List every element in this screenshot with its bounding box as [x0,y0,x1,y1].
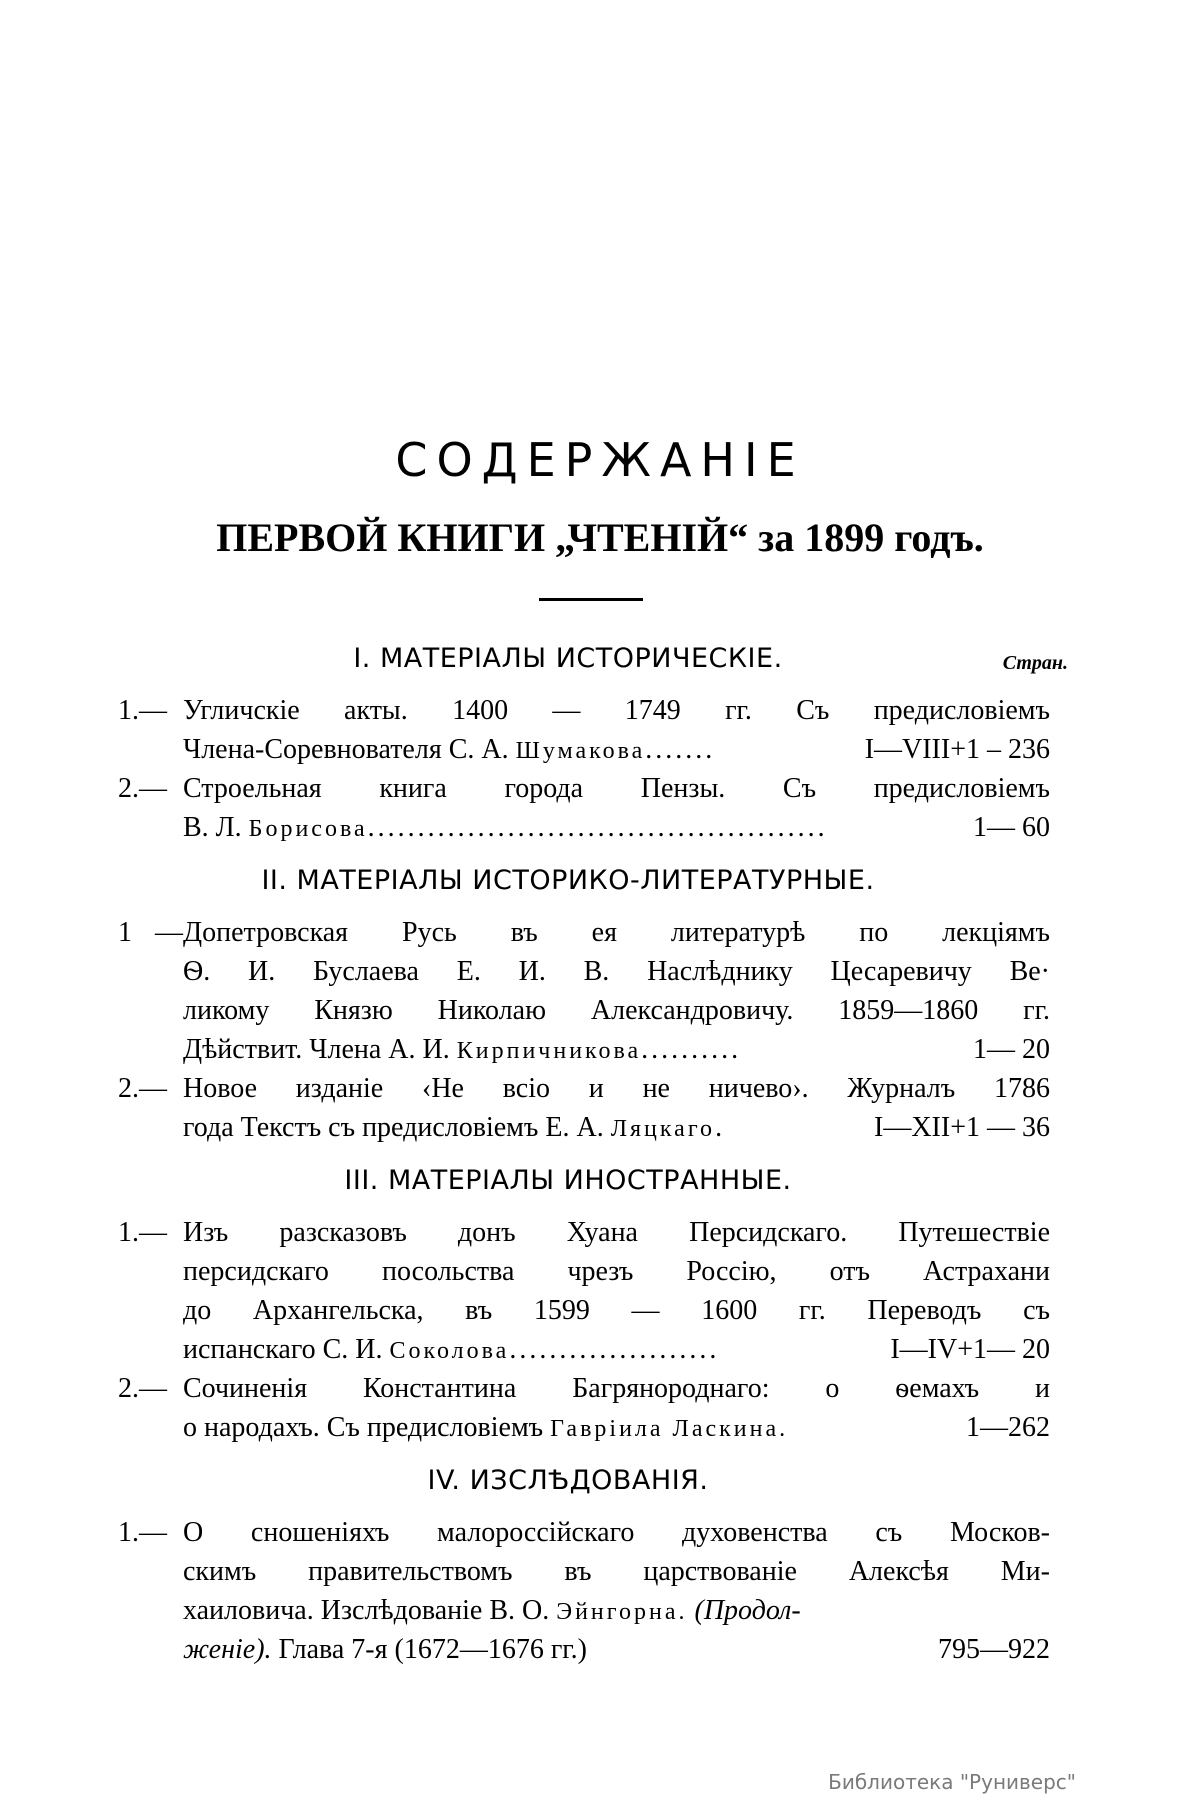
section-heading-text: I. МАТЕРІАЛЫ ИСТОРИЧЕСКІЕ. [353,643,783,674]
entry-number: 1 — [118,917,183,948]
section-heading [118,635,1078,691]
entry-text: О сношеніяхъ малороссійскаго духовенства съ Москов- [183,1517,1050,1548]
entry-number: 1.— [118,1517,167,1548]
entry-text: Глава 7-я (1672—1676 гг.) [278,1634,587,1665]
entry-text: Строельная книга города Пензы. Съ предисловіемъ [183,773,1050,804]
section-materials-historical [118,635,1078,847]
dot-leader: . [715,1112,726,1143]
entry-text: до Архангельска, въ 1599 — 1600 гг. Переводъ съ [183,1295,1050,1326]
entry-text: Новое изданіе ‹Не всіо и не ничево›. Журналъ 1786 [183,1073,1050,1104]
entry-line [118,991,1050,1030]
entry-author: Кирпичникова [456,1038,642,1064]
section-heading-text: IV. ИЗСЛѢДОВАНІЯ. [427,1465,709,1496]
entry-line [118,730,1050,769]
entry-line [118,1630,1050,1669]
entry-line [118,1591,1050,1630]
entry-text: года Текстъ съ предисловіемъ Е. А. [183,1112,604,1143]
entry-pages: 795—922 [938,1634,1050,1665]
entry-text: скимъ правительствомъ въ царствованіе Алексѣя Ми- [183,1556,1050,1587]
section-heading-text: III. МАТЕРІАЛЫ ИНОСТРАННЫЕ. [344,1165,792,1196]
entry-line [118,1408,1050,1447]
entry-text-italic: (Продол- [694,1595,801,1626]
entry-pages: I—IV+1— 20 [890,1334,1050,1365]
entry-text: Члена-Соревнователя С. А. [183,734,509,765]
toc-entry[interactable] [118,1513,1078,1669]
entry-text-italic: женіе). [183,1634,272,1665]
page-column-label: Стран. [1002,652,1068,674]
entry-number: 2.— [118,1073,167,1104]
entry-line [118,808,1050,847]
entry-author: Ляцкаго [610,1116,716,1142]
section-materials-foreign [118,1157,1078,1447]
entry-author: Гавріила Ласкина. [550,1416,789,1442]
section-materials-historical-literary [118,857,1078,1147]
entry-author: Борисова [248,816,368,842]
entry-text: Изъ разсказовъ донъ Хуана Персидскаго. Путешествіе [183,1217,1050,1248]
dot-leader: ....... [645,734,716,765]
entry-line [118,1330,1050,1369]
entry-pages: I—VIII+1 – 236 [864,734,1050,765]
entry-pages: 1— 20 [973,1034,1050,1065]
toc-entry[interactable] [118,1069,1078,1147]
entry-line [118,1108,1050,1147]
entry-text: Допетровская Русь въ ея литературѣ по лекціямъ [183,917,1050,948]
toc-entry[interactable] [118,1213,1078,1369]
entry-pages: I—XII+1 — 36 [874,1112,1050,1143]
section-heading [118,1457,1078,1513]
title-divider [539,598,643,601]
toc-entry[interactable] [118,913,1078,1069]
dot-leader: .......... [641,1034,742,1065]
entry-pages: 1—262 [966,1412,1050,1443]
entry-text: хаиловича. Изслѣдованіе В. О. [183,1595,550,1626]
entry-line [118,769,1050,808]
entry-text: В. Л. [183,812,242,843]
entry-pages: 1— 60 [973,812,1050,843]
library-watermark: Библиотека "Руниверс" [828,1770,1076,1794]
entry-text: испанскаго С. И. [183,1334,383,1365]
entry-line [118,952,1050,991]
entry-author: Соколова [389,1338,510,1364]
entry-text: Ѳ. И. Буслаева Е. И. В. Наслѣднику Цесаревичу Ве· [183,956,1050,987]
toc-entry[interactable] [118,1369,1078,1447]
entry-text: персидскаго посольства чрезъ Россію, отъ Астрахани [183,1256,1050,1287]
entry-text: Угличскіе акты. 1400 — 1749 гг. Съ предисловіемъ [183,695,1050,726]
table-of-contents [118,635,1078,1669]
entry-line [118,1291,1050,1330]
page-title: СОДЕРЖАНІЕ [395,433,805,487]
page-subtitle: ПЕРВОЙ КНИГИ „ЧТЕНІЙ“ за 1899 годъ. [216,515,984,560]
entry-line [118,1213,1050,1252]
section-heading [118,857,1078,913]
entry-number: 2.— [118,1373,167,1404]
entry-author: Шумакова [515,738,646,764]
entry-text: ликому Князю Николаю Александровичу. 1859—1860 гг. [183,995,1050,1026]
entry-line [118,691,1050,730]
entry-text: Сочиненія Константина Багрянороднаго: о ѳемахъ и [183,1373,1050,1404]
entry-line [118,1369,1050,1408]
entry-text: Дѣйствит. Члена А. И. [183,1034,450,1065]
section-heading-text: II. МАТЕРІАЛЫ ИСТОРИКО-ЛИТЕРАТУРНЫЕ. [261,865,875,896]
section-research [118,1457,1078,1669]
dot-leader: .............................................. [367,812,828,843]
entry-line [118,1513,1050,1552]
entry-number: 2.— [118,773,167,804]
entry-line [118,1030,1050,1069]
toc-entry[interactable] [118,769,1078,847]
dot-leader: ..................... [509,1334,720,1365]
toc-entry[interactable] [118,691,1078,769]
entry-line [118,1552,1050,1591]
entry-line [118,1252,1050,1291]
entry-author: Эйнгорна. [556,1599,688,1625]
entry-line [118,1069,1050,1108]
entry-text: о народахъ. Съ предисловіемъ [183,1412,544,1443]
entry-number: 1.— [118,1217,167,1248]
section-heading [118,1157,1078,1213]
entry-number: 1.— [118,695,167,726]
entry-line [118,913,1050,952]
